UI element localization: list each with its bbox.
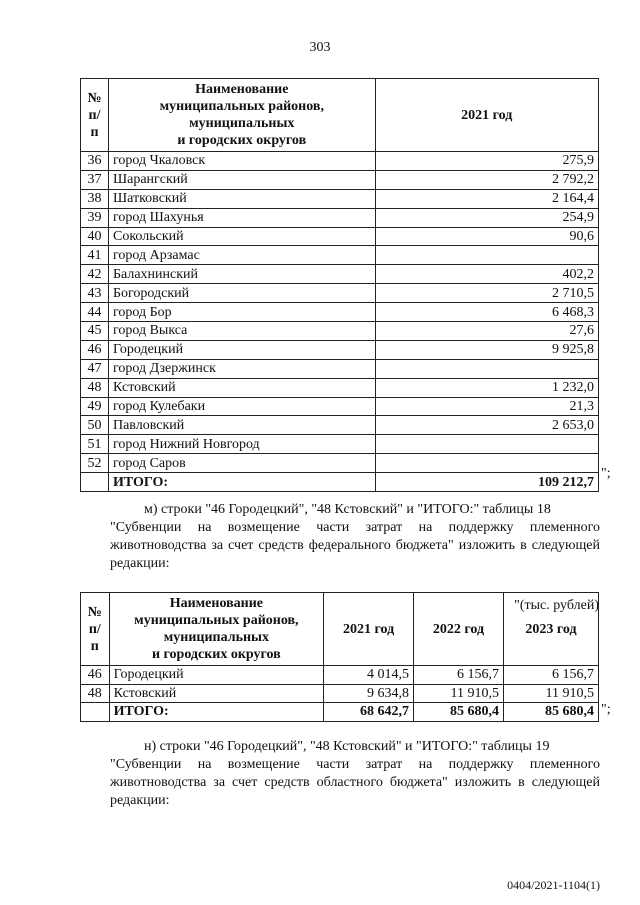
- row-name: Балахнинский: [108, 265, 375, 284]
- row-value-2022: 11 910,5: [414, 684, 504, 703]
- header-name: [109, 593, 324, 666]
- row-number: 49: [81, 397, 109, 416]
- total-label: ИТОГО:: [109, 703, 324, 722]
- header-name-line: муниципальных: [163, 630, 269, 645]
- row-value-2021: 2 164,4: [375, 189, 598, 208]
- row-value-2021: 9 925,8: [375, 340, 598, 359]
- row-name: Богородский: [108, 284, 375, 303]
- table-row: [81, 265, 599, 284]
- total-label: ИТОГО:: [108, 473, 375, 492]
- row-name: Павловский: [108, 416, 375, 435]
- row-value-2021: 6 468,3: [375, 303, 598, 322]
- paragraph-n: [110, 738, 600, 810]
- row-name: город Дзержинск: [108, 359, 375, 378]
- paragraph-n-first-line: н) строки "46 Городецкий", "48 Кстовский" и "ИТОГО:" таблицы 19: [144, 739, 550, 754]
- header-name-line: Наименование: [195, 82, 289, 97]
- row-number: 36: [81, 152, 109, 171]
- header-num: № п/п: [81, 79, 109, 152]
- total-row: [81, 703, 599, 722]
- table-row: [81, 208, 599, 227]
- row-value-2021: 4 014,5: [324, 666, 414, 685]
- row-value-2021: [375, 246, 598, 265]
- row-name: город Чкаловск: [108, 152, 375, 171]
- row-value-2021: 9 634,8: [324, 684, 414, 703]
- total-value-2023: 85 680,4: [503, 703, 598, 722]
- row-value-2021: 2 792,2: [375, 170, 598, 189]
- row-name: Сокольский: [108, 227, 375, 246]
- table-row: [81, 684, 599, 703]
- row-value-2021: [375, 359, 598, 378]
- paragraph-m-first-line: м) строки "46 Городецкий", "48 Кстовский" и "ИТОГО:" таблицы 18: [144, 502, 551, 517]
- table1-closing-quote: ";: [601, 466, 611, 481]
- total-value-2021: 109 212,7: [375, 473, 598, 492]
- table-row: [81, 340, 599, 359]
- row-value-2021: 275,9: [375, 152, 598, 171]
- row-number: 51: [81, 435, 109, 454]
- row-number: 39: [81, 208, 109, 227]
- header-name-line: и городских округов: [151, 647, 281, 662]
- row-number: 48: [81, 684, 110, 703]
- total-row: [81, 473, 599, 492]
- table-row: [81, 152, 599, 171]
- paragraph-m: [110, 501, 600, 573]
- table-row: [81, 416, 599, 435]
- header-num: № п/п: [81, 593, 110, 666]
- page-number: 303: [309, 40, 331, 55]
- table-subsidies-2021: [80, 78, 599, 492]
- row-name: Кстовский: [109, 684, 324, 703]
- row-value-2021: 254,9: [375, 208, 598, 227]
- total-value-2022: 85 680,4: [414, 703, 504, 722]
- row-number: 50: [81, 416, 109, 435]
- row-name: Городецкий: [109, 666, 324, 685]
- header-2021: 2021 год: [324, 593, 414, 666]
- table-row: [81, 303, 599, 322]
- units-label: "(тыс. рублей): [514, 598, 599, 613]
- row-name: Шатковский: [108, 189, 375, 208]
- header-2023: 2023 год: [503, 593, 598, 666]
- row-name: город Саров: [108, 454, 375, 473]
- row-number: 45: [81, 322, 109, 341]
- table-header-row: [81, 79, 599, 152]
- table-header-row: [81, 593, 599, 666]
- table-row: [81, 359, 599, 378]
- total-num: [81, 473, 109, 492]
- row-value-2021: 1 232,0: [375, 378, 598, 397]
- row-number: 48: [81, 378, 109, 397]
- paragraph-m-text: "Субвенции на возмещение части затрат на поддержку племенного животноводства за счет средств федерального бюджета" изложить в следующей редакции:: [110, 520, 600, 571]
- row-number: 43: [81, 284, 109, 303]
- row-name: город Кулебаки: [108, 397, 375, 416]
- row-name: город Бор: [108, 303, 375, 322]
- table-row: [81, 322, 599, 341]
- row-name: город Арзамас: [108, 246, 375, 265]
- row-number: 41: [81, 246, 109, 265]
- row-name: Шарангский: [108, 170, 375, 189]
- row-name: город Нижний Новгород: [108, 435, 375, 454]
- row-number: 40: [81, 227, 109, 246]
- row-number: 52: [81, 454, 109, 473]
- row-value-2021: 2 653,0: [375, 416, 598, 435]
- row-number: 38: [81, 189, 109, 208]
- row-value-2021: 402,2: [375, 265, 598, 284]
- table-row: [81, 227, 599, 246]
- row-name: город Шахунья: [108, 208, 375, 227]
- header-name-line: и городских округов: [177, 133, 307, 148]
- header-2022: 2022 год: [414, 593, 504, 666]
- table-row: [81, 378, 599, 397]
- header-name-line: Наименование: [169, 596, 264, 611]
- row-number: 47: [81, 359, 109, 378]
- table-row: [81, 454, 599, 473]
- row-name: Городецкий: [108, 340, 375, 359]
- table-subsidies-federal: [80, 592, 599, 722]
- table-row: [81, 666, 599, 685]
- row-number: 42: [81, 265, 109, 284]
- header-name: [108, 79, 375, 152]
- header-name-line: муниципальных: [189, 116, 295, 131]
- row-value-2022: 6 156,7: [414, 666, 504, 685]
- total-num: [81, 703, 110, 722]
- row-value-2021: 90,6: [375, 227, 598, 246]
- header-name-line: муниципальных районов,: [134, 613, 299, 628]
- header-name-line: муниципальных районов,: [159, 99, 324, 114]
- row-number: 44: [81, 303, 109, 322]
- table-row: [81, 170, 599, 189]
- row-value-2021: 27,6: [375, 322, 598, 341]
- row-number: 46: [81, 666, 110, 685]
- table-row: [81, 435, 599, 454]
- paragraph-n-text: "Субвенции на возмещение части затрат на поддержку племенного животноводства за счет средств областного бюджета" изложить в следующей редакции:: [110, 757, 600, 808]
- row-name: Кстовский: [108, 378, 375, 397]
- row-value-2021: [375, 435, 598, 454]
- row-number: 37: [81, 170, 109, 189]
- total-value-2021: 68 642,7: [324, 703, 414, 722]
- table2-closing-quote: ";: [601, 702, 611, 717]
- row-value-2023: 11 910,5: [503, 684, 598, 703]
- table-row: [81, 246, 599, 265]
- table-row: [81, 397, 599, 416]
- header-2021: 2021 год: [375, 79, 598, 152]
- row-name: город Выкса: [108, 322, 375, 341]
- table-row: [81, 189, 599, 208]
- row-value-2021: 2 710,5: [375, 284, 598, 303]
- row-value-2021: [375, 454, 598, 473]
- row-value-2023: 6 156,7: [503, 666, 598, 685]
- row-number: 46: [81, 340, 109, 359]
- document-number: 0404/2021-1104(1): [507, 878, 600, 892]
- row-value-2021: 21,3: [375, 397, 598, 416]
- table-row: [81, 284, 599, 303]
